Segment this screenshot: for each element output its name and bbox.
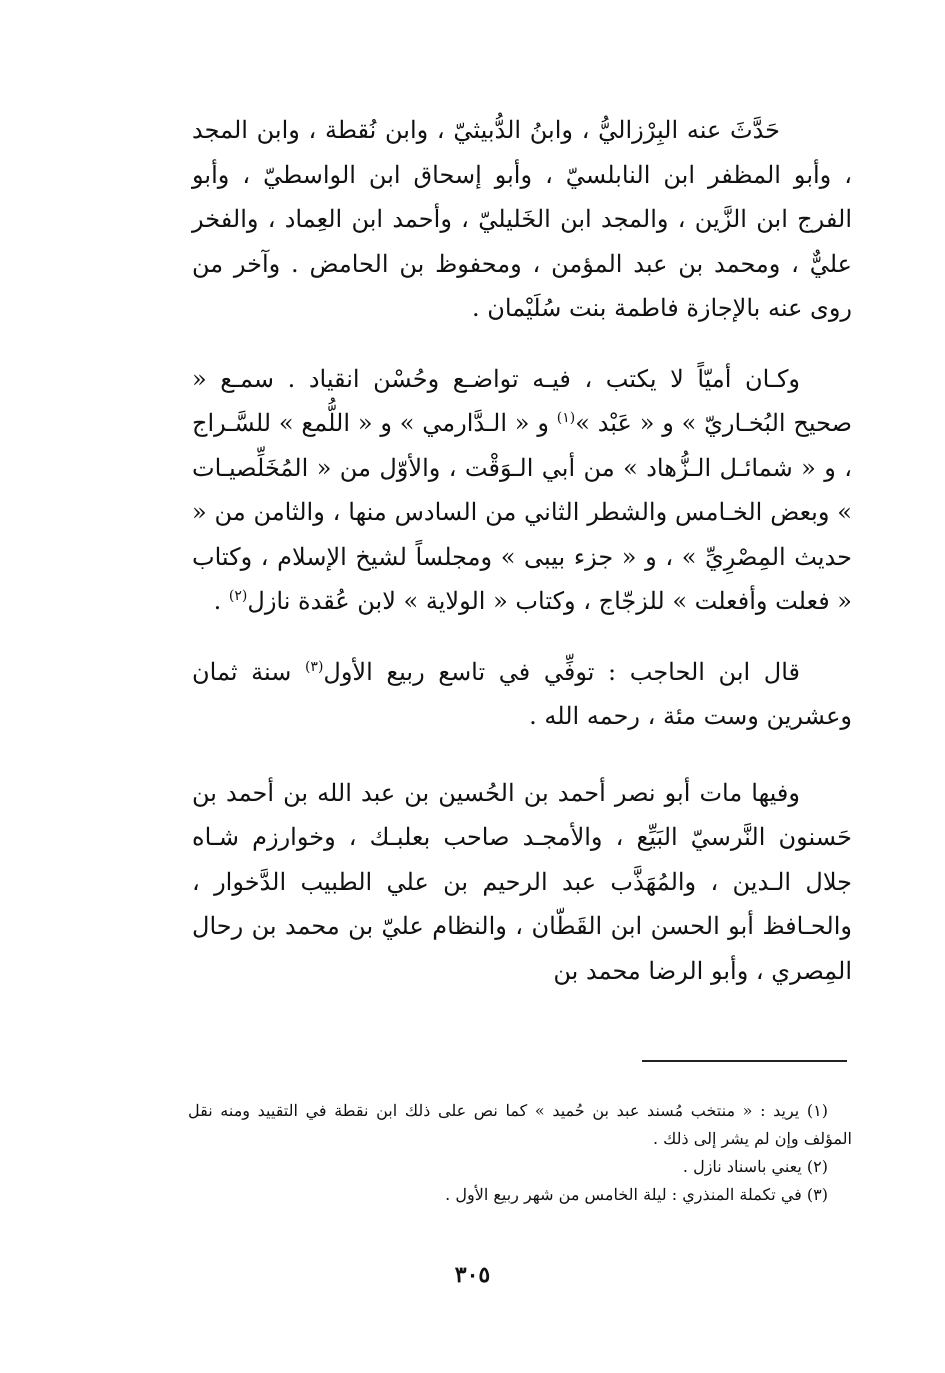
paragraph-hearings	[192, 357, 852, 624]
footnote-2: (٢) يعني باسناد نازل .	[682, 1157, 828, 1176]
footnotes	[188, 1097, 852, 1209]
paragraph-hearings-part-1: وكـان أميّاً لا يكتب ، فيـه تواضـع وحُسْن انقياد . سمـع « صحيح البُخـاريّ » و « عَبْد »	[192, 364, 852, 437]
footnote-separator	[642, 1060, 847, 1062]
paragraph-hearings-part-2: و « الـدَّارمي » و « اللُّمع » للسَّـراج ، و « شمائـل الـزُّهاد » من أبي الـوَقْت ، والأوّل من « المُخَلِّصيـات » وبعض الخـامس والشطر الثاني من السادس منها ، والثامن من « حديث المِصْرِيِّ » ، و « جزء بيبى » ومجلساً لشيخ الإسلام ، وكتاب « فعلت وأفعلت » للزجّاج ، وكتاب « الولاية » لابن عُقدة نازل	[192, 409, 852, 615]
page-number: ٣٠٥	[454, 1262, 491, 1288]
main-text	[192, 108, 852, 993]
footnote-1: (١) يريد : « منتخب مُسند عبد بن حُميد » كما نص على ذلك ابن نقطة في التقييد ومنه نقل المؤلف وإن لم يشر إلى ذلك .	[188, 1101, 852, 1148]
footnote-ref-2[interactable]: (٢)	[228, 588, 248, 604]
footnote-3: (٣) في تكملة المنذري : ليلة الخامس من شهر ربيع الأول .	[445, 1185, 828, 1204]
paragraph-death-part-1: قال ابن الحاجب : توفِّي في تاسع ربيع الأول	[323, 657, 800, 686]
footnote-ref-1[interactable]: (١)	[556, 410, 576, 426]
paragraph-hearings-part-3: .	[213, 587, 229, 615]
paragraph-death-part-2: سنة ثمان وعشرين وست مئة ، رحمه الله .	[192, 657, 852, 730]
footnote-ref-3[interactable]: (٣)	[304, 658, 324, 675]
paragraph-narrators: حَدَّثَ عنه البِرْزاليُّ ، وابنُ الدُّبيثيّ ، وابن نُقطة ، وابن المجد ، وأبو المظفر ابن النابلسيّ ، وأبو إسحاق ابن الواسطيّ ، وأبو الفرج ابن الزَّين ، والمجد ابن الخَليليّ ، وأحمد ابن العِماد ، والفخر عليٌّ ، ومحمد بن عبد المؤمن ، ومحفوظ بن الحامض . وآخر من روى عنه بالإجازة فاطمة بنت سُلَيْمان .	[192, 116, 852, 322]
paragraph-death	[192, 650, 852, 739]
paragraph-deaths-that-year: وفيها مات أبو نصر أحمد بن الحُسين بن عبد الله بن أحمد بن حَسنون النَّرسيّ البَيِّع ، والأمجـد صاحب بعلبـك ، وخوارزم شـاه جلال الـدين ، والمُهَذَّب عبد الرحيم بن علي الطبيب الدَّخوار ، والحـافظ أبو الحسن ابن القَطّان ، والنظام عليّ بن محمد بن رحال المِصري ، وأبو الرضا محمد بن	[192, 778, 852, 985]
